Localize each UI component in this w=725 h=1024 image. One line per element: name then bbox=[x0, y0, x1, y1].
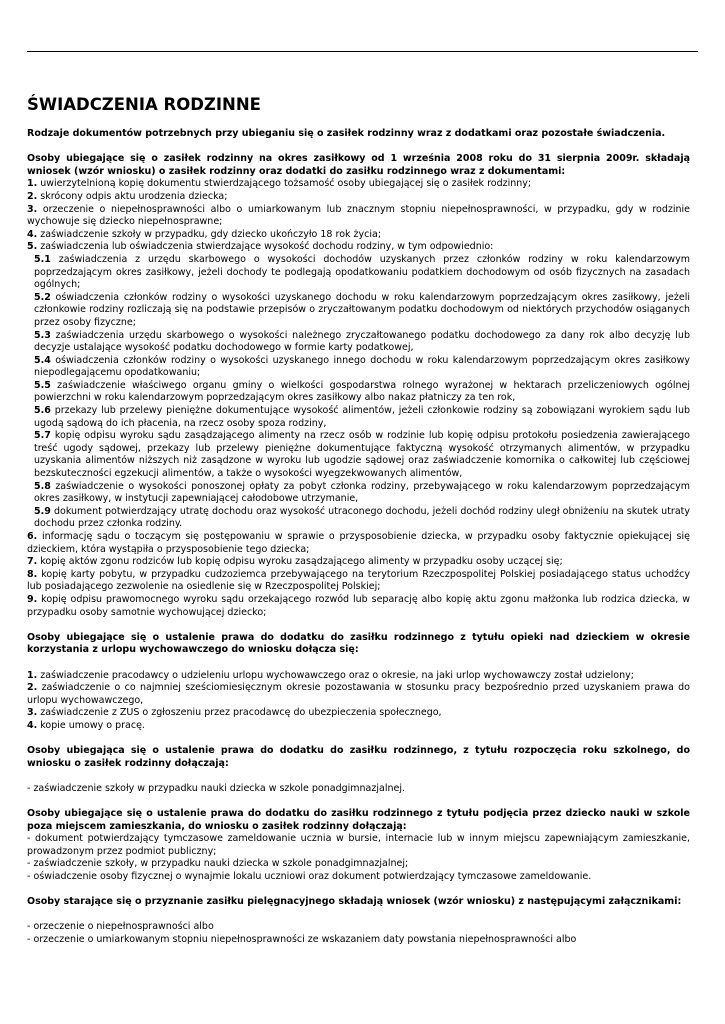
item-number: 5.2 bbox=[34, 291, 51, 303]
item-number: 5.7 bbox=[34, 430, 51, 442]
item-text: zaświadczenia z urzędu skarbowego o wysokości dochodów uzyskanych przez członków rodziny w roku kalendarzowym poprzedzającym okres zasiłkowy, jeżeli dochody te podlegają opodatkowaniu podatkiem dochodowym od osób fizycznych na zasadach ogólnych; bbox=[34, 253, 690, 291]
section1-list bbox=[27, 178, 690, 254]
item-text: kopie umowy o pracę. bbox=[37, 719, 145, 731]
item-text: kopię aktów zgonu rodziców lub kopię odpisu wyroku zasądzającego alimenty w przypadku osoby uczącej się; bbox=[37, 556, 563, 568]
item-number: 5.1 bbox=[34, 253, 51, 265]
item-number: 1. bbox=[27, 669, 38, 681]
list-item bbox=[27, 178, 690, 191]
item-text: uwierzytelnioną kopię dokumentu stwierdzającego tożsamość osoby ubiegającej się o zasiłek rodzinny; bbox=[37, 178, 532, 190]
item-number: 4. bbox=[27, 228, 38, 240]
sub-list-item bbox=[27, 380, 690, 405]
list-item bbox=[27, 707, 690, 720]
list-item bbox=[27, 191, 690, 204]
section1-heading: Osoby ubiegające się o zasiłek rodzinny na okres zasiłkowy od 1 września 2008 roku do 31 sierpnia 2009r. składają wniosek (wzór wniosku) o zasiłek rodzinny oraz dodatki do zasiłku rodzinnego wraz z dokumentami: bbox=[27, 153, 690, 177]
sub-list-item bbox=[27, 405, 690, 430]
document-body bbox=[27, 95, 690, 947]
item-text: kopię odpisu wyroku sądu zasądzającego alimenty na rzecz osób w rodzinie lub kopię odpisu protokołu posiedzenia zawierającego treść ugody sądowej, przekazy lub przelewy pieniężne dokumentujące faktyczną wysokość otrzymanych alimentów, w przypadku uzyskania alimentów niższych niż zasądzone w wyroku lub ugodzie sądowej oraz zaświadczenie komornika o całkowitej lub częściowej bezskuteczności egzekucji alimentów, a także o wysokości wyegzekwowanych alimentów, bbox=[34, 430, 690, 480]
item-number: 3. bbox=[27, 203, 38, 215]
item-text: oświadczenia członków rodziny o wysokości uzyskanego innego dochodu w roku kalendarzowym poprzedzającym okres zasiłkowy niepodlegającemu opodatkowaniu; bbox=[34, 354, 690, 379]
item-number: 2. bbox=[27, 682, 38, 694]
item-number: 5.6 bbox=[34, 405, 51, 417]
list-item: - zaświadczenie szkoły w przypadku nauki dziecka w szkole ponadgimnazjalnej. bbox=[27, 782, 405, 794]
item-text: skrócony odpis aktu urodzenia dziecka; bbox=[37, 190, 228, 202]
item-text: oświadczenia członków rodziny o wysokości uzyskanego dochodu w roku kalendarzowym poprzedzającym okres zasiłkowy, jeżeli członkowie rodziny rozliczają się na podstawie przepisów o zryczałtowanym podatku dochodowym od niektórych przychodów osiąganych przez osoby fizyczne; bbox=[34, 291, 690, 328]
item-text: zaświadczenia lub oświadczenia stwierdzające wysokość dochodu rodziny, w tym odpowiednio: bbox=[37, 241, 494, 253]
section5-list bbox=[27, 921, 690, 946]
section3-heading: Osoby ubiegająca się o ustalenie prawa do dodatku do zasiłku rodzinnego, z tytułu rozpoczęcia roku szkolnego, do wniosku o zasiłek rodzinny dołączają: bbox=[27, 745, 690, 769]
item-text: zaświadczenie z ZUS o zgłoszeniu przez pracodawcę do ubezpieczenia społecznego, bbox=[37, 707, 442, 719]
sub-list-item bbox=[27, 355, 690, 380]
item-text: zaświadczenie o co najmniej sześciomiesięcznym okresie pozostawania w stosunku pracy bezpośrednio przed uzyskaniem prawa do urlopu wychowawczego, bbox=[27, 682, 690, 706]
item-number: 7. bbox=[27, 556, 38, 568]
list-item bbox=[27, 229, 690, 242]
section4-list bbox=[27, 833, 690, 883]
item-text: przekazy lub przelewy pieniężne dokumentujące wysokość alimentów, jeżeli członkowie rodziny są zobowiązani wyrokiem sądu lub ugodą sądową do ich płacenia, na rzecz osoby spoza rodziny, bbox=[34, 405, 690, 429]
subtitle: Rodzaje dokumentów potrzebnych przy ubieganiu się o zasiłek rodzinny wraz z dodatkami oraz pozostałe świadczenia. bbox=[27, 128, 666, 139]
list-item: - dokument potwierdzający tymczasowe zameldowanie ucznia w bursie, internacie lub w innym miejscu zapewniającym zamieszkanie, prowadzonym przez podmiot publiczny; bbox=[27, 833, 690, 857]
item-number: 5.3 bbox=[34, 329, 51, 341]
sub-list-item bbox=[27, 330, 690, 355]
item-number: 5.8 bbox=[34, 480, 51, 492]
item-number: 4. bbox=[27, 719, 38, 731]
page-title: ŚWIADCZENIA RODZINNE bbox=[27, 95, 261, 114]
sub-list-item bbox=[27, 506, 690, 531]
sub-list-item bbox=[27, 292, 690, 330]
sub-list-item bbox=[27, 254, 690, 292]
item-number: 5. bbox=[27, 241, 38, 253]
list-item: - orzeczenie o umiarkowanym stopniu niepełnosprawności ze wskazaniem daty powstania niepełnosprawności albo bbox=[27, 934, 577, 945]
sub-list-item bbox=[27, 481, 690, 506]
list-item bbox=[27, 241, 690, 254]
top-rule bbox=[27, 51, 698, 52]
section2-heading: Osoby ubiegające się o ustalenie prawa do dodatku do zasiłku rodzinnego z tytułu opieki nad dzieckiem w okresie korzystania z urlopu wychowawczego do wniosku dołącza się: bbox=[27, 631, 690, 656]
list-item bbox=[27, 682, 690, 707]
list-item bbox=[27, 531, 690, 556]
list-item: - zaświadczenie szkoły, w przypadku nauki dziecka w szkole ponadgimnazjalnej; bbox=[27, 858, 409, 870]
item-number: 1. bbox=[27, 178, 38, 190]
item-text: zaświadczenie o wysokości ponoszonej opłaty za pobyt członka rodziny, przebywającego w roku kalendarzowym poprzedzającym okres zasiłkowy, w instytucji zapewniającej całodobowe utrzymanie, bbox=[34, 480, 690, 505]
section2-list bbox=[27, 670, 690, 733]
section1-list-continued bbox=[27, 531, 690, 619]
list-item bbox=[27, 670, 690, 683]
item-text: zaświadczenie szkoły w przypadku, gdy dziecko ukończyło 18 rok życia; bbox=[37, 228, 382, 240]
item-number: 6. bbox=[27, 531, 38, 542]
list-item bbox=[27, 720, 690, 733]
item-text: zaświadczenie pracodawcy o udzieleniu urlopu wychowawczego oraz o okresie, na jaki urlop wychowawczy został udzielony; bbox=[37, 669, 634, 681]
item-text: informację sądu o toczącym się postępowaniu w sprawie o przysposobienie dziecka, w przypadku osoby faktycznie opiekującej się dzieckiem, która wystąpiła o przysposobienie tego dziecka; bbox=[27, 531, 690, 555]
list-item bbox=[27, 556, 690, 569]
list-item bbox=[27, 204, 690, 229]
list-item: - oświadczenie osoby fizycznej o wynajmie lokalu uczniowi oraz dokument potwierdzający tymczasowe zameldowanie. bbox=[27, 871, 592, 883]
item-text: kopię karty pobytu, w przypadku cudzoziemca przebywającego na terytorium Rzeczpospolitej Polskiej posiadającego status uchodźcy lub posiadającego zezwolenie na osiedlenie się w Rzeczpospolitej Polskiej; bbox=[27, 568, 690, 593]
list-item bbox=[27, 594, 690, 619]
item-number: 2. bbox=[27, 190, 38, 202]
item-number: 9. bbox=[27, 593, 38, 605]
sub-list-item bbox=[27, 430, 690, 480]
section4-heading: Osoby ubiegające się o ustalenie prawa do dodatku do zasiłku rodzinnego z tytułu podjęcia przez dziecko nauki w szkole poza miejscem zamieszkania, do wniosku o zasiłek rodzinny dołączają: bbox=[27, 808, 690, 832]
item-text: kopię odpisu prawomocnego wyroku sądu orzekającego rozwód lub separację albo kopię aktu zgonu małżonka lub rodzica dziecka, w przypadku osoby samotnie wychowującej dziecko; bbox=[27, 593, 690, 618]
item-number: 5.5 bbox=[34, 379, 51, 391]
item-number: 5.4 bbox=[34, 354, 51, 366]
item-number: 3. bbox=[27, 707, 38, 719]
section5-heading: Osoby starające się o przyznanie zasiłku pielęgnacyjnego składają wniosek (wzór wniosku) z następującymi załącznikami: bbox=[27, 896, 682, 908]
item-number: 8. bbox=[27, 568, 38, 580]
list-item bbox=[27, 569, 690, 594]
item-text: zaświadczenia urzędu skarbowego o wysokości należnego zryczałtowanego podatku dochodowego za dany rok albo decyzję lub decyzje ustalające wysokość podatku dochodowego w formie karty podatkowej, bbox=[34, 329, 690, 354]
section3-list bbox=[27, 783, 690, 796]
item-number: 5.9 bbox=[34, 505, 51, 517]
item-text: orzeczenie o niepełnosprawności albo o umiarkowanym lub znacznym stopniu niepełnosprawności, w przypadku, gdy w rodzinie wychowuje się dziecko niepełnosprawne; bbox=[27, 203, 690, 228]
item-text: zaświadczenie właściwego organu gminy o wielkości gospodarstwa rolnego wyrażonej w hektarach przeliczeniowych ogólnej powierzchni w roku kalendarzowym poprzedzającym okres zasiłkowy albo nakaz płatniczy za ten rok, bbox=[34, 379, 690, 404]
item-text: dokument potwierdzający utratę dochodu oraz wysokość utraconego dochodu, jeżeli dochód rodziny uległ obniżeniu na skutek utraty dochodu przez członka rodziny. bbox=[34, 505, 690, 530]
section1-sublist bbox=[27, 254, 690, 531]
list-item: - orzeczenie o niepełnosprawności albo bbox=[27, 921, 214, 933]
